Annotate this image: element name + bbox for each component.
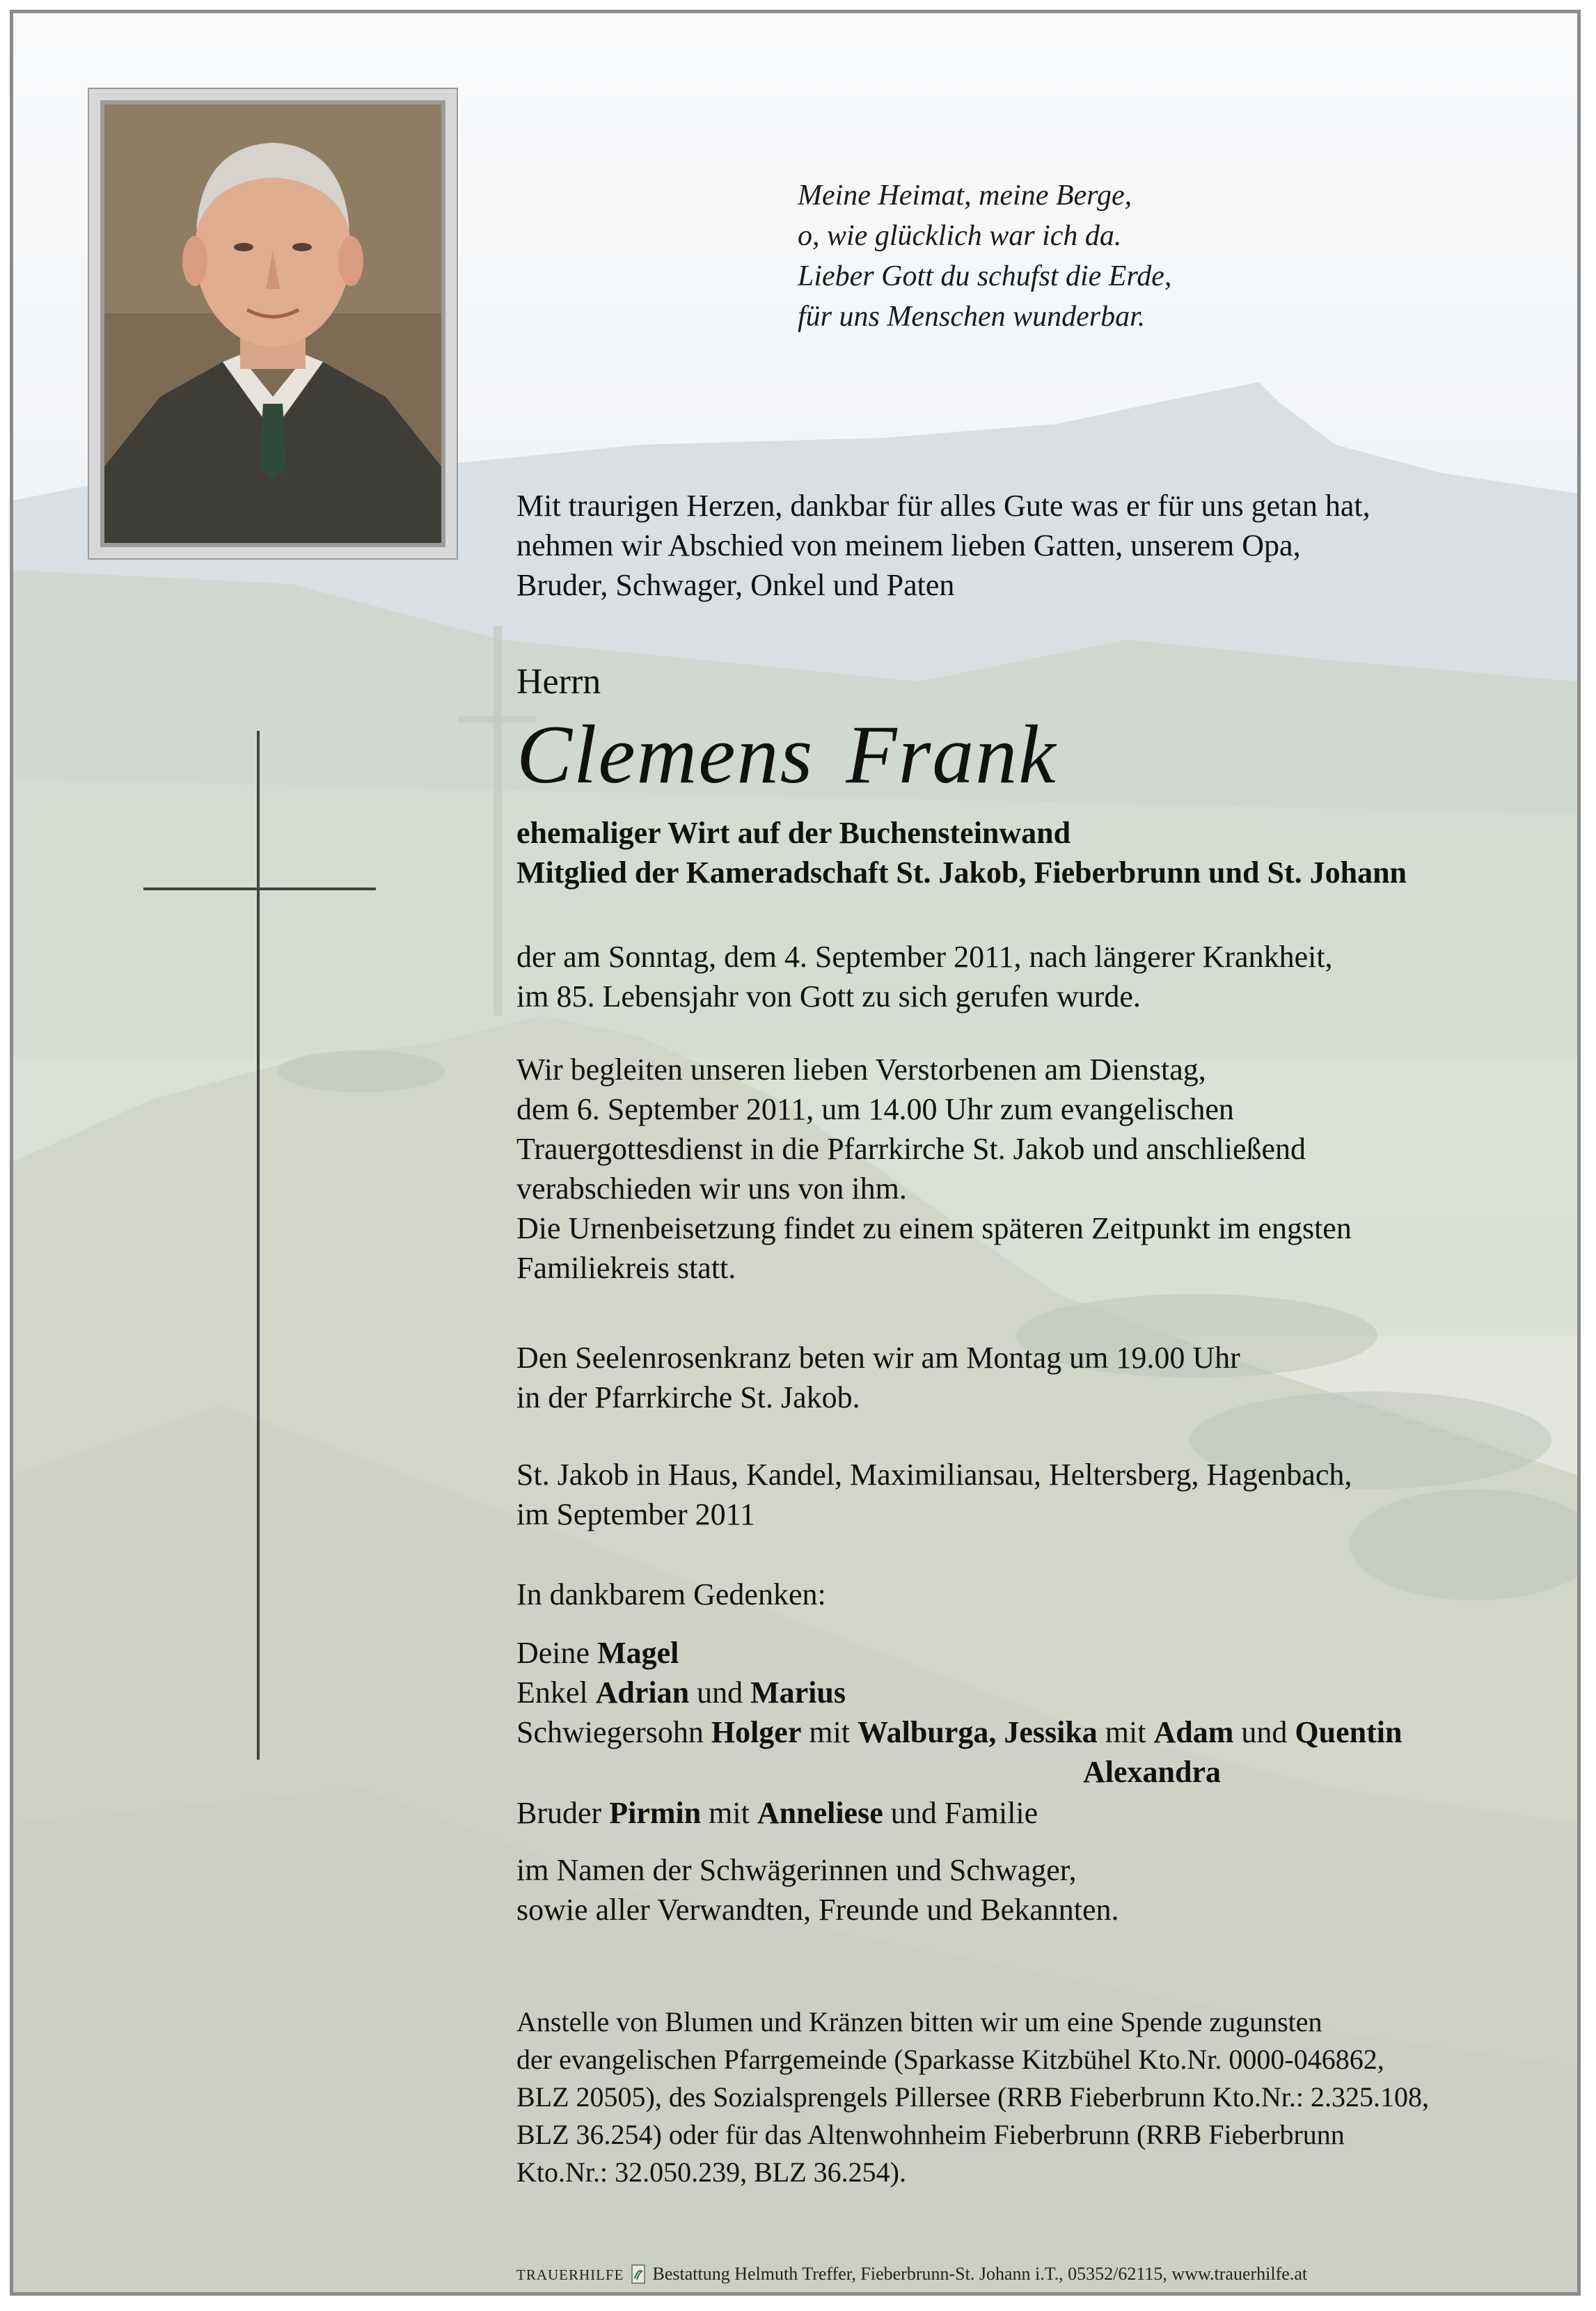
family-name: Holger — [711, 1715, 802, 1749]
family-text: Schwiegersohn — [516, 1715, 704, 1749]
family-text: Deine — [516, 1636, 590, 1670]
family-line-son-in-law — [516, 1712, 1402, 1752]
poem-line: Meine Heimat, meine Berge, — [798, 180, 1132, 212]
death-paragraph — [516, 937, 1333, 1016]
places-line: St. Jakob in Haus, Kandel, Maximiliansau, Heltersberg, Hagenbach, — [516, 1458, 1352, 1492]
intro-paragraph — [516, 486, 1370, 605]
intro-line: Mit traurigen Herzen, dankbar für alles Gute was er für uns getan hat, — [516, 489, 1370, 523]
funeral-line: Trauergottesdienst in die Pfarrkirche St. Jakob und anschließend — [516, 1132, 1306, 1166]
family-text: und — [697, 1675, 743, 1710]
relatives-line: sowie aller Verwandten, Freunde und Bekannten. — [516, 1893, 1119, 1927]
relatives-paragraph — [516, 1850, 1119, 1930]
family-name: Magel — [597, 1636, 679, 1670]
intro-line: Bruder, Schwager, Onkel und Paten — [516, 568, 955, 602]
donation-line: BLZ 20505), des Sozialsprengels Pillersee (RRB Fieberbrunn Kto.Nr.: 2.325.108, — [516, 2081, 1429, 2113]
footer — [516, 2264, 1307, 2285]
footer-text: Bestattung Helmuth Treffer, Fieberbrunn-St. Johann i.T., 05352/62115, www.trauerhilfe.at — [652, 2264, 1308, 2284]
family-text: Enkel — [516, 1675, 588, 1710]
family-line-grandchildren — [516, 1673, 846, 1712]
death-line: der am Sonntag, dem 4. September 2011, nach längerer Krankheit, — [516, 940, 1333, 974]
poem-line: o, wie glücklich war ich da. — [798, 220, 1122, 252]
family-text: Bruder — [516, 1796, 602, 1830]
family-name: Quentin — [1295, 1715, 1403, 1749]
poem-line: für uns Menschen wunderbar. — [798, 301, 1146, 333]
last-name: Frank — [846, 708, 1057, 800]
funeral-paragraph — [516, 1050, 1352, 1288]
family-name: Alexandra — [1083, 1755, 1221, 1789]
first-name: Clemens — [516, 708, 814, 800]
rosary-line: in der Pfarrkirche St. Jakob. — [516, 1380, 860, 1414]
family-line-alexandra — [1083, 1752, 1221, 1792]
family-text: mit — [1105, 1715, 1146, 1749]
footer-brand: TRAUERHILFE — [516, 2266, 624, 2283]
poem — [798, 175, 1171, 337]
gratitude-line: In dankbarem Gedenken: — [516, 1577, 826, 1611]
portrait-frame — [88, 88, 458, 560]
deceased-name — [516, 707, 1057, 803]
poem-line: Lieber Gott du schufst die Erde, — [798, 260, 1172, 292]
titles — [516, 813, 1407, 892]
family-text: und — [1241, 1715, 1288, 1749]
death-line: im 85. Lebensjahr von Gott zu sich gerufen wurde. — [516, 979, 1141, 1013]
donation-line: Kto.Nr.: 32.050.239, BLZ 36.254). — [516, 2156, 906, 2188]
donation-line: der evangelischen Pfarrgemeinde (Sparkasse Kitzbühel Kto.Nr. 0000-046862, — [516, 2044, 1384, 2075]
family-name: Adam — [1153, 1715, 1234, 1749]
places-paragraph — [516, 1455, 1352, 1534]
family-line-brother — [516, 1793, 1038, 1833]
family-text: mit — [809, 1715, 851, 1749]
donation-line: Anstelle von Blumen und Kränzen bitten wir um eine Spende zugunsten — [516, 2006, 1322, 2037]
family-name: Marius — [750, 1675, 846, 1710]
intro-line: nehmen wir Abschied von meinem lieben Gatten, unserem Opa, — [516, 528, 1301, 562]
family-line-spouse — [516, 1633, 679, 1673]
salutation: Herrn — [516, 662, 601, 702]
funeral-line: Familiekreis statt. — [516, 1251, 736, 1285]
family-text: mit — [709, 1796, 750, 1830]
portrait-illustration — [104, 104, 441, 543]
rosary-line: Den Seelenrosenkranz beten wir am Montag um 19.00 Uhr — [516, 1341, 1240, 1375]
trauerhilfe-logo-icon — [631, 2264, 645, 2284]
title-line: Mitglied der Kameradschaft St. Jakob, Fieberbrunn und St. Johann — [516, 855, 1407, 890]
rosary-paragraph — [516, 1338, 1240, 1417]
family-text: und Familie — [890, 1796, 1038, 1830]
donation-paragraph — [516, 2003, 1429, 2191]
family-name: Anneliese — [757, 1796, 883, 1830]
relatives-line: im Namen der Schwägerinnen und Schwager, — [516, 1853, 1077, 1887]
title-line: ehemaliger Wirt auf der Buchensteinwand — [516, 816, 1071, 850]
family-name: Walburga, Jessika — [858, 1715, 1098, 1749]
funeral-line: Wir begleiten unseren lieben Verstorbenen am Dienstag, — [516, 1052, 1206, 1087]
cross-vertical-beam — [257, 731, 260, 1760]
funeral-line: dem 6. September 2011, um 14.00 Uhr zum evangelischen — [516, 1092, 1234, 1126]
cross-horizontal-beam — [143, 888, 376, 890]
donation-line: BLZ 36.254) oder für das Altenwohnheim Fieberbrunn (RRB Fieberbrunn — [516, 2119, 1345, 2150]
funeral-line: Die Urnenbeisetzung findet zu einem späteren Zeitpunkt im engsten — [516, 1211, 1352, 1245]
portrait-photo — [100, 100, 445, 547]
family-name: Pirmin — [609, 1796, 702, 1830]
family-name: Adrian — [595, 1675, 690, 1710]
places-line: im September 2011 — [516, 1497, 755, 1531]
funeral-line: verabschieden wir uns von ihm. — [516, 1172, 907, 1206]
